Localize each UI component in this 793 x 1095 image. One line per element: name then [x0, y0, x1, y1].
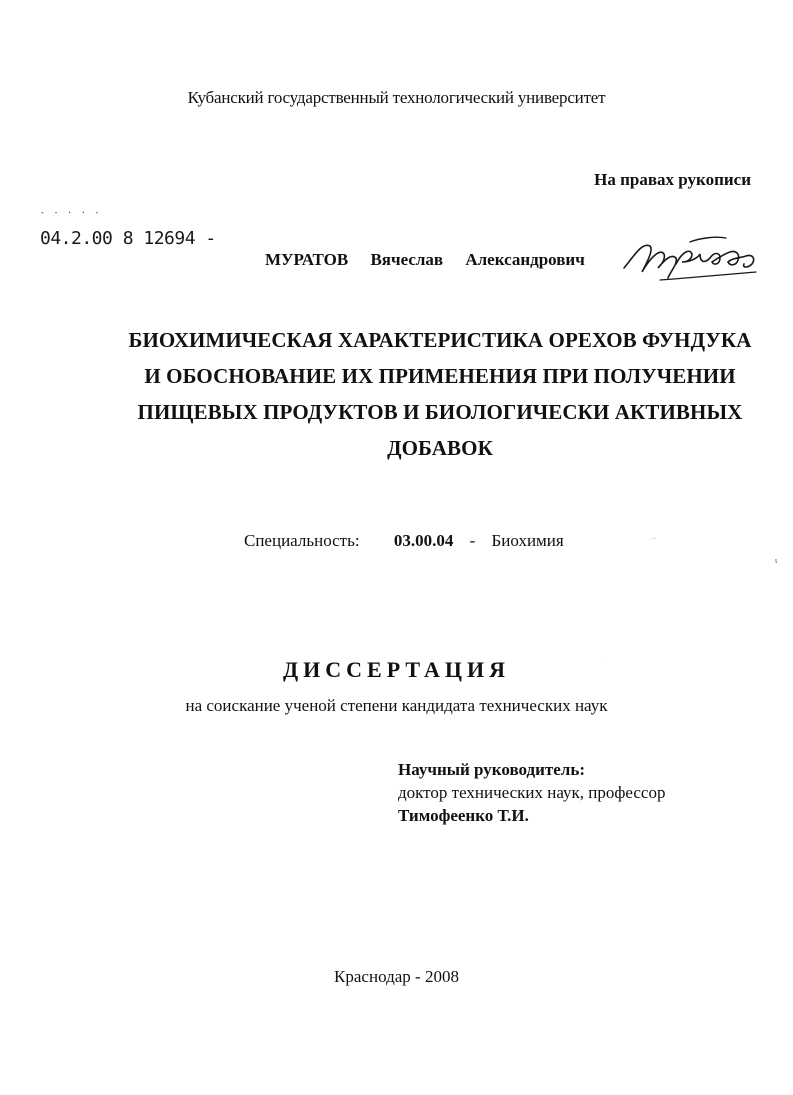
author-signature	[620, 228, 760, 288]
supervisor-label: Научный руководитель:	[398, 760, 585, 779]
author-surname: МУРАТОВ	[265, 250, 349, 269]
library-stamp-code: 04.2.00 8 12694 -	[40, 228, 216, 249]
library-stamp-marks: - - · · -	[40, 208, 102, 217]
speciality-line	[244, 531, 564, 551]
speciality-dash: -	[469, 531, 476, 550]
scan-speck: ·	[606, 656, 608, 661]
supervisor-title: доктор технических наук, профессор	[398, 783, 666, 802]
university-name: Кубанский государственный технологический университет	[187, 88, 606, 107]
dissertation-title	[80, 322, 793, 466]
title-line: ПИЩЕВЫХ ПРОДУКТОВ И БИОЛОГИЧЕСКИ АКТИВНЫХ	[137, 400, 743, 424]
scan-speck: ···	[651, 537, 656, 542]
title-line: БИОХИМИЧЕСКАЯ ХАРАКТЕРИСТИКА ОРЕХОВ ФУНДУКА	[128, 328, 752, 352]
dissertation-heading: ДИССЕРТАЦИЯ	[283, 657, 510, 682]
title-line: И ОБОСНОВАНИЕ ИХ ПРИМЕНЕНИЯ ПРИ ПОЛУЧЕНИИ	[144, 364, 736, 388]
author-line	[265, 250, 603, 270]
degree-line: на соискание ученой степени кандидата технических наук	[185, 696, 608, 715]
manuscript-rights-note: На правах рукописи	[594, 170, 751, 189]
speciality-code: 03.00.04	[393, 531, 454, 550]
supervisor-block	[398, 758, 665, 827]
scan-speck: ι	[775, 556, 778, 565]
speciality-name: Биохимия	[491, 531, 564, 550]
author-name: Вячеслав	[370, 250, 444, 269]
city-year: Краснодар - 2008	[334, 967, 459, 986]
supervisor-name: Тимофеенко Т.И.	[398, 806, 529, 825]
author-patronymic: Александрович	[465, 250, 585, 269]
title-line: ДОБАВОК	[387, 436, 493, 460]
speciality-label: Специальность:	[244, 531, 360, 550]
